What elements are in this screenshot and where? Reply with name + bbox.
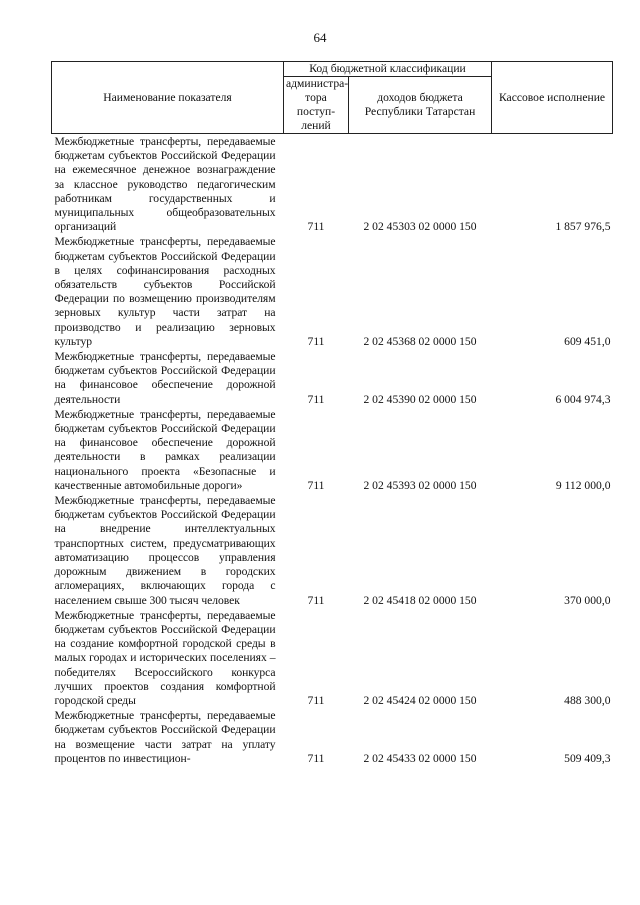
row-admin-code: 711: [307, 392, 325, 406]
row-budget-code: 2 02 45433 02 0000 150: [363, 751, 477, 765]
table-header: [52, 62, 613, 134]
row-name: Межбюджетные трансферты, передаваемые бюджетам субъектов Российской Федерации в целях софинансирования расходных обязательств субъектов Российской Федерации по возмещению производителям зерновых культур части затрат на производство и реализацию зерновых культур: [54, 235, 276, 348]
row-name: Межбюджетные трансферты, передаваемые бюджетам субъектов Российской Федерации на ежемесячное денежное вознаграждение за классное руководство педагогическим работникам государственных и муниципальных общеобразовательных организаций: [54, 135, 276, 234]
table-row: [52, 407, 613, 493]
table-row: [52, 708, 613, 766]
table-row: [52, 234, 613, 349]
table-row: [52, 493, 613, 608]
header-admin: администра-тора поступ-лений: [284, 77, 349, 134]
row-budget-code: 2 02 45393 02 0000 150: [363, 478, 477, 492]
row-name: Межбюджетные трансферты, передаваемые бюджетам субъектов Российской Федерации на финансовое обеспечение дорожной деятельности в рамках реализации национального проекта «Безопасные и качественные автомобильные дороги»: [54, 407, 276, 492]
budget-table: [51, 61, 613, 766]
row-admin-code: 711: [307, 593, 325, 607]
row-amount: 609 451,0: [564, 334, 611, 348]
header-amount: Кассовое исполнение: [492, 62, 613, 134]
table-body: [52, 134, 613, 766]
table-row: [52, 134, 613, 235]
row-amount: 509 409,3: [564, 751, 611, 765]
header-name: Наименование показателя: [52, 62, 284, 134]
row-admin-code: 711: [307, 478, 325, 492]
row-name: Межбюджетные трансферты, передаваемые бюджетам субъектов Российской Федерации на создание комфортной городской среды в малых городах и исторических поселениях – победителях Всероссийского конкурса лучших проектов создания комфортной городской среды: [54, 608, 276, 707]
row-budget-code: 2 02 45424 02 0000 150: [363, 693, 477, 707]
row-name: Межбюджетные трансферты, передаваемые бюджетам субъектов Российской Федерации на возмещение части затрат на уплату процентов по инвестицион-: [54, 709, 276, 765]
row-amount: 6 004 974,3: [555, 392, 611, 406]
row-budget-code: 2 02 45368 02 0000 150: [363, 334, 477, 348]
row-amount: 1 857 976,5: [555, 220, 611, 234]
row-name: Межбюджетные трансферты, передаваемые бюджетам субъектов Российской Федерации на финансовое обеспечение дорожной деятельности: [54, 350, 276, 406]
row-amount: 9 112 000,0: [555, 478, 611, 492]
row-admin-code: 711: [307, 334, 325, 348]
row-budget-code: 2 02 45303 02 0000 150: [363, 220, 477, 234]
row-amount: 488 300,0: [564, 693, 611, 707]
row-name: Межбюджетные трансферты, передаваемые бюджетам субъектов Российской Федерации на внедрение интеллектуальных транспортных систем, предусматривающих автоматизацию процессов управления дорожным движением в городских агломерациях, включающих города с населением свыше 300 тысяч человек: [54, 494, 276, 607]
row-admin-code: 711: [307, 693, 325, 707]
table-row: [52, 349, 613, 407]
row-amount: 370 000,0: [564, 593, 611, 607]
row-budget-code: 2 02 45418 02 0000 150: [363, 593, 477, 607]
page-number: 64: [313, 30, 327, 45]
header-budget-classification: Код бюджетной классификации: [284, 62, 492, 77]
row-admin-code: 711: [307, 751, 325, 765]
row-admin-code: 711: [307, 220, 325, 234]
row-budget-code: 2 02 45390 02 0000 150: [363, 392, 477, 406]
header-code: доходов бюджета Республики Татарстан: [349, 77, 492, 134]
table-row: [52, 608, 613, 708]
